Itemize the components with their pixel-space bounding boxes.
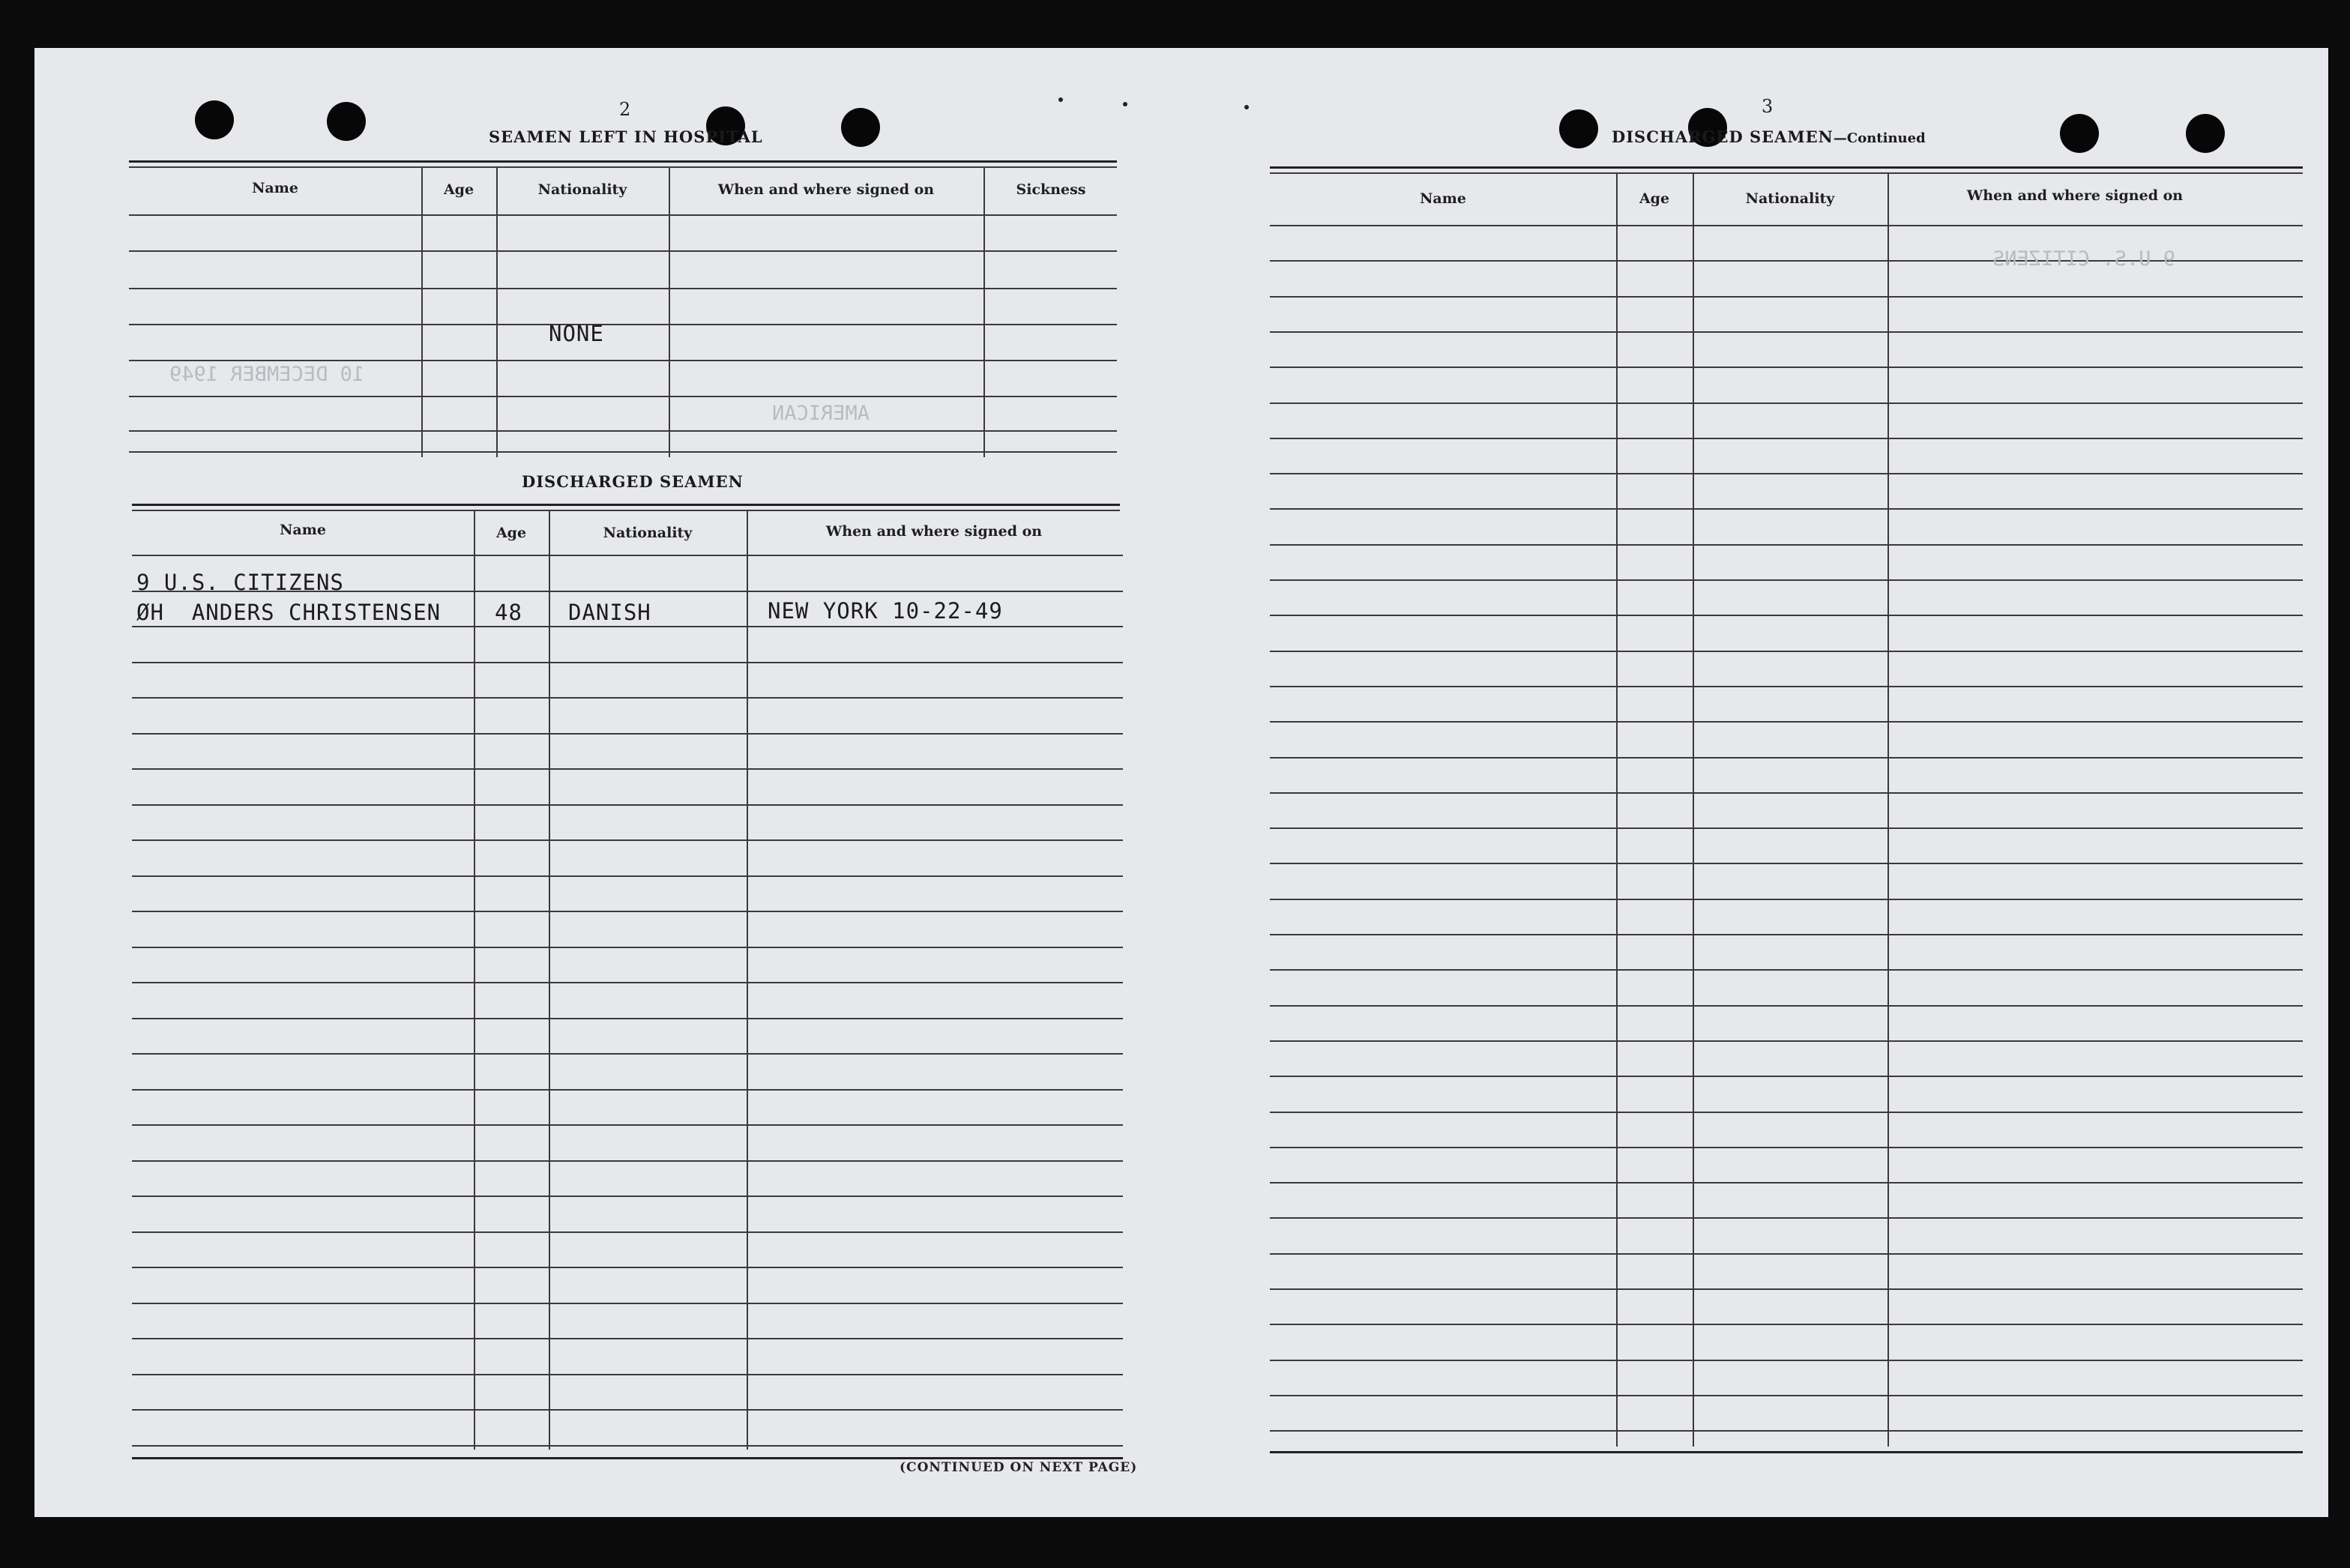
discharged-row-2-nationality: DANISH	[568, 600, 651, 625]
discharged-section-title: DISCHARGED SEAMEN	[522, 472, 744, 491]
row-rule	[1270, 579, 2303, 581]
discharged-col-divider	[549, 510, 550, 1450]
hospital-col-divider	[669, 166, 670, 457]
show-through-text: 10 DECEMBER 1949	[169, 363, 365, 386]
row-rule	[132, 662, 1123, 663]
continued-note: (CONTINUED ON NEXT PAGE)	[900, 1460, 1138, 1475]
right-col-age: Age	[1639, 190, 1670, 207]
row-rule	[1270, 438, 2303, 439]
row-rule	[132, 1089, 1123, 1091]
row-rule	[1270, 225, 2303, 226]
row-rule	[132, 1409, 1123, 1411]
hospital-row-rule	[129, 451, 1117, 453]
row-rule	[1270, 1360, 2303, 1361]
row-rule	[1270, 1147, 2303, 1148]
row-rule	[132, 1303, 1123, 1304]
row-rule	[132, 1018, 1123, 1019]
hospital-row-rule	[129, 214, 1117, 216]
row-rule	[132, 1338, 1123, 1339]
hospital-row-rule	[129, 324, 1117, 325]
discharged-col-name: Name	[280, 522, 326, 538]
hospital-col-divider	[496, 166, 498, 457]
row-rule	[132, 1267, 1123, 1268]
punch-hole	[2186, 114, 2225, 153]
row-rule	[1270, 1288, 2303, 1290]
row-rule-bottom	[1270, 1451, 2303, 1453]
row-rule	[132, 982, 1123, 983]
right-col-divider	[1887, 172, 1889, 1447]
row-rule	[1270, 402, 2303, 404]
hospital-row-rule	[129, 360, 1117, 361]
row-rule	[1270, 296, 2303, 298]
hospital-col-name: Name	[252, 180, 298, 196]
row-rule	[132, 1374, 1123, 1375]
row-rule	[1270, 686, 2303, 687]
left-page-number: 2	[619, 99, 631, 120]
row-rule	[1270, 827, 2303, 829]
row-rule	[1270, 508, 2303, 510]
row-rule	[132, 1053, 1123, 1055]
discharged-row-2-signed-on: NEW YORK 10-22-49	[768, 598, 1003, 624]
row-rule	[132, 1445, 1123, 1447]
row-rule	[1270, 1430, 2303, 1432]
discharged-row-2-age: 48	[495, 600, 522, 625]
punch-hole	[195, 100, 234, 139]
hospital-col-signed-on: When and where signed on	[717, 181, 935, 198]
row-rule	[132, 626, 1123, 627]
row-rule	[1270, 757, 2303, 759]
right-col-signed-on: When and where signed on	[1966, 187, 2184, 204]
row-rule	[1270, 899, 2303, 900]
row-rule	[1270, 1040, 2303, 1042]
row-rule	[132, 1231, 1123, 1233]
row-rule	[132, 839, 1123, 841]
ink-speck	[1123, 102, 1127, 106]
discharged-col-nationality: Nationality	[603, 525, 693, 541]
hospital-col-age: Age	[443, 181, 474, 198]
right-table-top-rule	[1270, 172, 2303, 174]
row-rule	[132, 768, 1123, 770]
row-rule	[1270, 969, 2303, 971]
discharged-col-divider	[747, 510, 748, 1450]
right-section-title	[1612, 127, 1926, 146]
row-rule	[132, 947, 1123, 948]
row-rule	[132, 1124, 1123, 1126]
hospital-row-rule	[129, 288, 1117, 289]
row-rule	[1270, 1253, 2303, 1255]
discharged-table-top-rule	[132, 510, 1120, 511]
row-rule	[132, 555, 1123, 556]
row-rule	[132, 697, 1123, 699]
hospital-table-top-rule	[129, 160, 1117, 163]
discharged-col-age: Age	[495, 525, 527, 541]
row-rule	[1270, 1112, 2303, 1113]
row-rule	[1270, 651, 2303, 652]
punch-hole	[1559, 109, 1598, 148]
show-through-text: 9 U.S. CITIZENS	[1992, 247, 2175, 271]
right-col-name: Name	[1420, 190, 1466, 207]
hospital-row-rule	[129, 430, 1117, 432]
row-rule	[1270, 1395, 2303, 1396]
row-rule	[1270, 331, 2303, 333]
row-rule-bottom	[132, 1457, 1123, 1459]
right-section-title-main: DISCHARGED SEAMEN	[1612, 127, 1834, 146]
row-rule	[1270, 473, 2303, 474]
row-rule	[1270, 367, 2303, 368]
hospital-row-rule	[129, 396, 1117, 397]
punch-hole	[2060, 114, 2099, 153]
hospital-col-divider	[421, 166, 423, 457]
punch-hole	[841, 108, 880, 147]
row-rule	[1270, 934, 2303, 935]
row-rule	[132, 1195, 1123, 1197]
ink-speck	[1058, 97, 1063, 102]
row-rule	[132, 875, 1123, 877]
row-rule	[132, 733, 1123, 735]
hospital-table-top-rule	[129, 166, 1117, 168]
row-rule	[1270, 1217, 2303, 1219]
right-table-top-rule	[1270, 166, 2303, 169]
row-rule	[1270, 721, 2303, 723]
discharged-table-top-rule	[132, 504, 1120, 506]
right-section-title-continued: —Continued	[1833, 130, 1926, 146]
row-rule	[1270, 1324, 2303, 1325]
right-col-nationality: Nationality	[1745, 190, 1835, 207]
row-rule	[1270, 1005, 2303, 1007]
right-page-number: 3	[1762, 96, 1774, 117]
punch-hole	[327, 102, 366, 141]
discharged-row-1-name: 9 U.S. CITIZENS	[136, 570, 344, 595]
row-rule	[1270, 1182, 2303, 1183]
row-rule	[1270, 792, 2303, 794]
show-through-text: AMERICAN	[772, 402, 870, 425]
row-rule	[1270, 863, 2303, 864]
document-sheet	[34, 48, 2328, 1517]
row-rule	[132, 1160, 1123, 1162]
discharged-col-divider	[474, 510, 475, 1450]
row-rule	[132, 804, 1123, 806]
row-rule	[1270, 615, 2303, 616]
hospital-entry-none: NONE	[549, 321, 604, 346]
row-rule	[1270, 544, 2303, 546]
hospital-col-divider	[983, 166, 985, 457]
hospital-section-title: SEAMEN LEFT IN HOSPITAL	[489, 127, 763, 146]
hospital-col-nationality: Nationality	[537, 181, 627, 198]
hospital-row-rule	[129, 250, 1117, 252]
ink-speck	[1244, 105, 1249, 109]
row-rule	[132, 911, 1123, 912]
right-col-divider	[1616, 172, 1618, 1447]
row-rule	[1270, 1076, 2303, 1077]
hospital-col-sickness: Sickness	[1016, 181, 1086, 198]
discharged-row-2-name: ØH ANDERS CHRISTENSEN	[136, 600, 442, 625]
discharged-col-signed-on: When and where signed on	[825, 523, 1043, 540]
right-col-divider	[1693, 172, 1694, 1447]
